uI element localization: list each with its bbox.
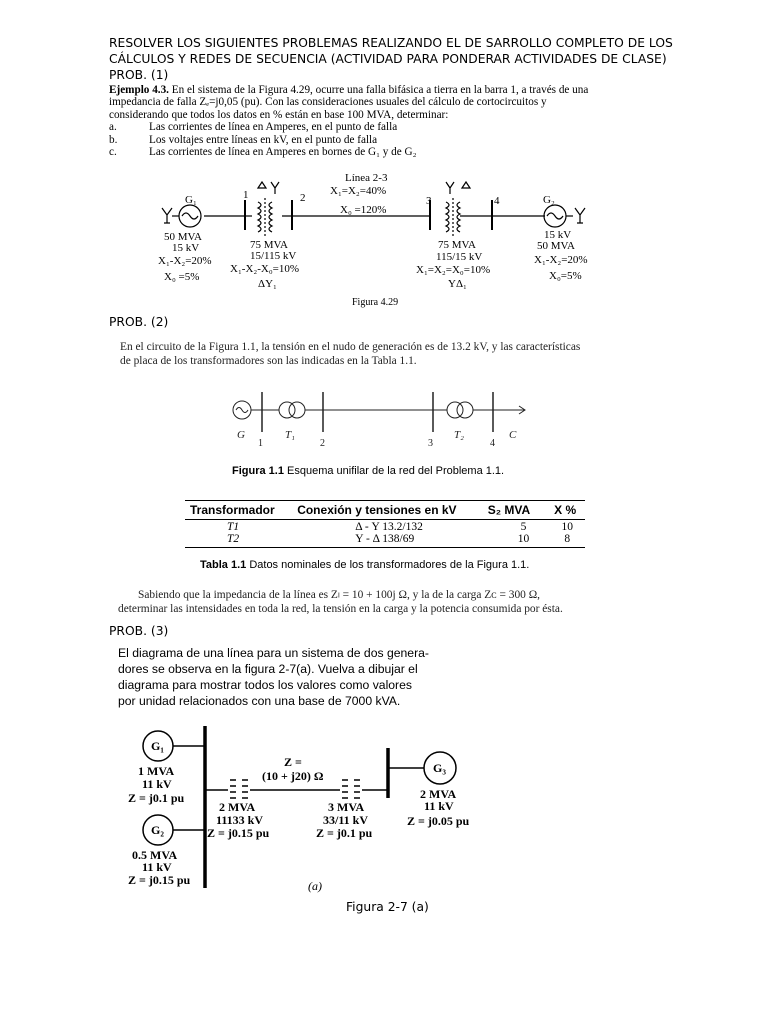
t2-kv: 115/15 kV <box>436 251 483 263</box>
z-title: Z = <box>284 755 302 769</box>
g2-mva: 0.5 MVA <box>132 848 178 862</box>
figure-sublabel: (a) <box>308 879 322 893</box>
g2-x0: X₀=5% <box>549 270 582 282</box>
bus-2-label: 2 <box>300 192 306 204</box>
list-item: a. Las corrientes de línea en Amperes, en el punto de falla <box>109 121 398 134</box>
figure-2-7a-caption: Figura 2-7 (a) <box>346 900 429 914</box>
table-row: T2 Y - Δ 138/69 10 8 <box>185 533 585 548</box>
g1-z: Z = j0.1 pu <box>128 791 185 805</box>
fig1-t2-label: T₂ <box>454 429 464 441</box>
header-line-2: CÁLCULOS Y REDES DE SECUENCIA (ACTIVIDAD PARA PONDERAR ACTIVIDADES DE CLASE) <box>109 52 667 66</box>
table-header: Transformador Conexión y tensiones en kV S₂ MVA X % <box>185 500 585 520</box>
table-row: T1 Δ - Y 13.2/132 5 10 <box>227 521 573 533</box>
g1-symbol: G₁ <box>151 739 164 753</box>
prob1-line-1: En el sistema de la Figura 4.29, ocurre una falla bifásica a tierra en la barra 1, a través de una <box>168 84 589 96</box>
prob2-bottom-text <box>118 588 663 616</box>
figure-4-29 <box>150 168 620 313</box>
prob2-label: PROB. (2) <box>109 315 169 329</box>
g1-mva: 50 MVA <box>164 231 203 243</box>
fig1-node-2: 2 <box>320 438 325 449</box>
bus-1-label: 1 <box>243 189 249 201</box>
t2-mva: 3 MVA <box>328 800 365 814</box>
t1-mva: 2 MVA <box>219 800 256 814</box>
g1-x0: X₀ =5% <box>164 271 200 283</box>
g2-z: Z = j0.15 pu <box>128 873 191 887</box>
g3-mva: 2 MVA <box>420 787 457 801</box>
example-title: Ejemplo 4.3. <box>109 84 169 96</box>
g3-symbol: G₃ <box>433 761 446 775</box>
fig1-node-3: 3 <box>428 438 433 449</box>
t2-kv: 33/11 kV <box>323 813 369 827</box>
line-x0: X₀ =120% <box>340 204 387 216</box>
g2-symbol: G₂ <box>151 823 164 837</box>
list-item: c. Las corrientes de línea en Amperes en bornes de G₁ y de G₂ <box>109 146 417 159</box>
fig1-c-label: C <box>509 429 517 441</box>
prob1-statement <box>109 84 654 158</box>
prob3-statement <box>118 645 448 709</box>
bus-3-label: 3 <box>426 195 432 207</box>
line-x12: X₁=X₂=40% <box>330 185 387 197</box>
prob3-line: diagrama para mostrar todos los valores como valores <box>118 678 412 692</box>
prob1-label: PROB. (1) <box>109 68 169 82</box>
fig1-t1-label: T₁ <box>285 429 295 441</box>
header-line-1: RESOLVER LOS SIGUIENTES PROBLEMAS REALIZANDO EL DE SARROLLO COMPLETO DE LOS <box>109 36 673 50</box>
prob3-label: PROB. (3) <box>109 624 169 638</box>
prob2-bottom-line-1: Sabiendo que la impedancia de la línea es Zₗ = 10 + 100j Ω, y la de la carga Zᴄ = 300 Ω, <box>138 589 541 601</box>
bus-4-label: 4 <box>494 195 500 207</box>
fig1-node-4: 4 <box>490 438 495 449</box>
t2-conn: YΔ₁ <box>448 278 467 290</box>
line-title: Línea 2-3 <box>345 172 388 184</box>
g1-mva: 1 MVA <box>138 764 175 778</box>
t1-kv: 15/115 kV <box>250 250 297 262</box>
prob3-line: El diagrama de una línea para un sistema de dos genera- <box>118 646 429 660</box>
prob2-line-2: de placa de los transformadores son las indicadas en la Tabla 1.1. <box>120 355 417 367</box>
t2-x: X₁=X₂=X₀=10% <box>416 264 491 276</box>
table-1-1-caption: Tabla 1.1 Datos nominales de los transformadores de la Figura 1.1. <box>200 559 530 571</box>
g2-x12: X₁-X₂=20% <box>534 254 588 266</box>
prob1-line-2: impedancia de falla Zₑ=j0,05 (pu). Con las consideraciones usuales del cálculo de cortocircuitos y <box>109 96 547 109</box>
g1-x12: X₁-X₂=20% <box>158 255 212 267</box>
list-item: b. Los voltajes entre líneas en kV, en el punto de falla <box>109 133 378 146</box>
prob3-line: dores se observa en la figura 2-7(a). Vuelva a dibujar el <box>118 662 418 676</box>
fig1-g-label: G <box>237 429 245 441</box>
t1-z: Z = j0.15 pu <box>207 826 270 840</box>
prob2-statement <box>120 340 660 368</box>
prob1-line-3: considerando que todos los datos en % están en base 100 MVA, determinar: <box>109 108 449 121</box>
page-header <box>109 35 673 83</box>
g1-kv: 15 kV <box>172 242 200 254</box>
t1-mva: 75 MVA <box>250 239 289 251</box>
fig1-node-1: 1 <box>258 438 263 449</box>
figure-1-1-caption: Figura 1.1 Esquema unifilar de la red del Problema 1.1. <box>232 465 505 477</box>
g2-kv: 11 kV <box>142 860 172 874</box>
t1-conn: ΔY₁ <box>258 278 277 290</box>
prob3-line: por unidad relacionados con una base de 7000 kVA. <box>118 694 401 708</box>
figure-4-29-caption: Figura 4.29 <box>352 297 399 308</box>
prob2-bottom-line-2: determinar las intensidades en toda la red, la tensión en la carga y la potencia consumida por ésta. <box>118 603 563 615</box>
g2-mva: 50 MVA <box>537 240 576 252</box>
table-1-1 <box>185 500 585 548</box>
g2-label: G₂ <box>543 194 555 206</box>
g2-kv: 15 kV <box>544 229 572 241</box>
g1-kv: 11 kV <box>142 777 172 791</box>
z-value: (10 + j20) Ω <box>262 769 324 783</box>
g3-kv: 11 kV <box>424 799 454 813</box>
t2-mva: 75 MVA <box>438 239 477 251</box>
figure-2-7a <box>118 718 498 898</box>
g3-z: Z = j0.05 pu <box>407 814 470 828</box>
g1-label: G₁ <box>185 194 197 206</box>
prob2-line-1: En el circuito de la Figura 1.1, la tensión en el nudo de generación es de 13.2 kV, y las características <box>120 341 581 353</box>
t1-kv: 11133 kV <box>216 813 264 827</box>
t2-z: Z = j0.1 pu <box>316 826 373 840</box>
t1-x: X₁-X₂-X₀=10% <box>230 263 300 275</box>
